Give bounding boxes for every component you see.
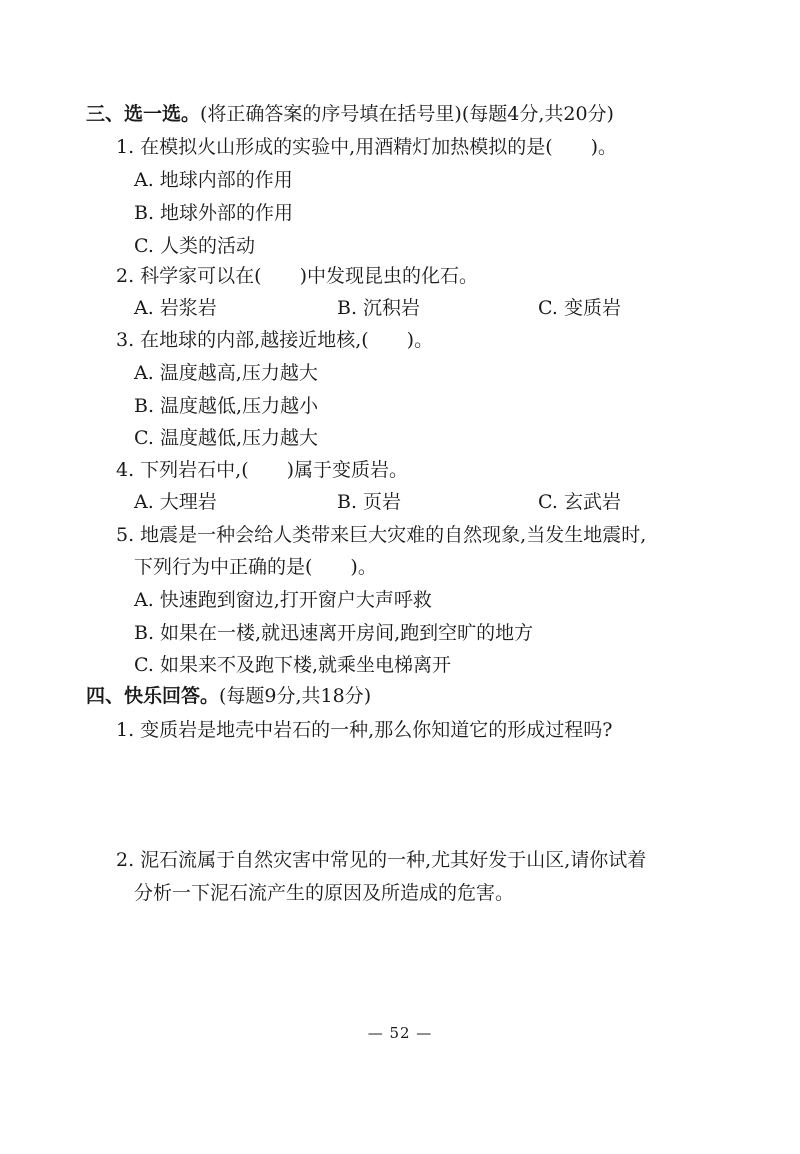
question-1-option-c: C. 人类的活动 bbox=[134, 235, 255, 257]
question-2-option-c: C. 变质岩 bbox=[538, 297, 621, 319]
section-4-note: (每题9分,共18分) bbox=[219, 685, 372, 707]
answer-question-1: 1. 变质岩是地壳中岩石的一种,那么你知道它的形成过程吗? bbox=[116, 719, 613, 741]
page-number: — 52 — bbox=[367, 1024, 433, 1042]
question-4-option-c: C. 玄武岩 bbox=[538, 491, 621, 513]
question-5-option-a: A. 快速跑到窗边,打开窗户大声呼救 bbox=[134, 589, 432, 611]
question-1-stem: 1. 在模拟火山形成的实验中,用酒精灯加热模拟的是( )。 bbox=[116, 136, 618, 158]
section-3-title: 三、选一选。 bbox=[86, 103, 201, 125]
question-5-stem-line-1: 5. 地震是一种会给人类带来巨大灾难的自然现象,当发生地震时, bbox=[116, 524, 647, 546]
section-4-title: 四、快乐回答。 bbox=[86, 685, 220, 707]
question-5-option-b: B. 如果在一楼,就迅速离开房间,跑到空旷的地方 bbox=[134, 622, 534, 644]
question-1-option-a: A. 地球内部的作用 bbox=[134, 169, 293, 191]
question-4-option-a: A. 大理岩 bbox=[134, 491, 217, 513]
question-3-stem: 3. 在地球的内部,越接近地核,( )。 bbox=[116, 329, 434, 351]
question-4-option-b: B. 页岩 bbox=[337, 491, 402, 513]
question-3-option-b: B. 温度越低,压力越小 bbox=[134, 395, 319, 417]
section-3-note: (将正确答案的序号填在括号里)(每题4分,共20分) bbox=[200, 103, 614, 125]
question-1-option-b: B. 地球外部的作用 bbox=[134, 202, 294, 224]
answer-question-2-line-1: 2. 泥石流属于自然灾害中常见的一种,尤其好发于山区,请你试着 bbox=[116, 849, 647, 871]
question-2-option-a: A. 岩浆岩 bbox=[134, 297, 217, 319]
section-4-heading-line bbox=[86, 684, 371, 708]
question-2-stem: 2. 科学家可以在( )中发现昆虫的化石。 bbox=[116, 265, 478, 287]
question-5-option-c: C. 如果来不及跑下楼,就乘坐电梯离开 bbox=[134, 654, 451, 676]
section-3-heading-line bbox=[86, 102, 614, 126]
question-4-stem: 4. 下列岩石中,( )属于变质岩。 bbox=[116, 459, 409, 481]
question-5-stem-line-2: 下列行为中正确的是( )。 bbox=[134, 556, 377, 578]
question-2-option-b: B. 沉积岩 bbox=[337, 297, 421, 319]
question-3-option-a: A. 温度越高,压力越大 bbox=[134, 362, 318, 384]
answer-question-2-line-2: 分析一下泥石流产生的原因及所造成的危害。 bbox=[134, 882, 515, 904]
question-3-option-c: C. 温度越低,压力越大 bbox=[134, 427, 318, 449]
